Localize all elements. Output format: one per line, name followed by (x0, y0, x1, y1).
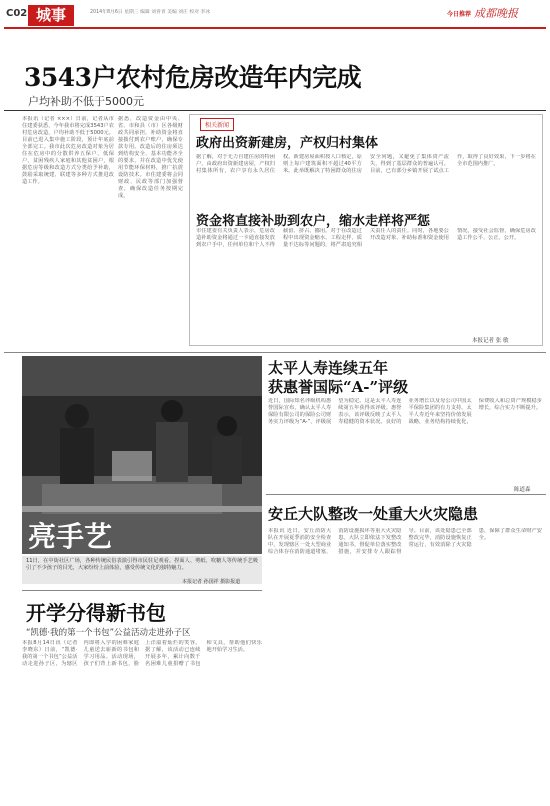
lead-column-1: 本报讯（记者 ×××）日前，记者从市住建委获悉，今年我市将完成3543户农村危房改造，户均补助不低于5000元。目前已进入集中施工阶段，预计年底前全部完工。我市此次危房改造对象为居住在危房中的分散供养五保户、低保户、贫困残疾人家庭和其他贫困户，根据危房等级和改造方式分类给予补助，鼓励采取统建、联建等多种方式推进改造工作。 (22, 116, 114, 185)
related-news-headline-2: 资金将直接补助到农户，缩水走样将严惩 (196, 214, 431, 229)
related-news-text-2: 市住建委有关负责人表示，危房改造补助资金将通过一卡通直接发放到农户手中，任何单位和个人不得截留、挤占、挪用。对于在改造过程中出现资金缩水、工程走样、质量不达标等问题的，将严肃追究相关责任人的责任。同时，各地要公开改造对象、补助标准和资金使用情况，接受社会监督，确保危房改造工作公平、公正、公开。 (196, 228, 536, 248)
lead-headline: 3543户农村危房改造年内完成 (24, 63, 362, 92)
section-label: 城事 (28, 5, 74, 26)
lead-rule (4, 110, 546, 111)
story2-byline: 陈道森 (514, 487, 531, 493)
story2-headline-line2: 获惠誉国际“A-”评级 (268, 378, 409, 396)
related-news-headline-1: 政府出资新建房，产权归村集体 (196, 136, 379, 151)
lead-subhead: 户均补助不低于5000元 (28, 95, 144, 108)
story4-headline: 开学分得新书包 (26, 601, 166, 625)
story4-top-rule (22, 590, 262, 591)
header-meta: 2014年8月6日 星期三 编辑 刘青青 美编 刘庄 校对 李冰 (90, 10, 211, 15)
lead-bottom-rule (4, 352, 546, 353)
related-news-tag: 相关新闻 (200, 118, 234, 131)
story2-body: 近日，国际知名评级机构惠誉国际宣布，确认太平人寿保险有限公司的保险公司财务实力评级为“A-”，评级展望为稳定。这是太平人寿连续第五年获得该评级。惠誉表示，该评级反映了太平人寿稳健的资本状况、良好的业务增长以及母公司中国太平保险集团的有力支持。太平人寿近年来坚持价值发展战略，业务结构持续优化，保费收入和总资产规模稳步增长，综合实力不断提升。 (268, 398, 542, 425)
brand-label: 今日推荐 (447, 11, 472, 18)
story3-body: 本报讯 近日，安丘消防大队在开展夏季消防安全检查中，发现辖区一处大型商业综合体存在消防通道堵塞、消防设施损坏等重大火灾隐患。大队立即依法下发整改通知书，督促单位落实整改措施，并安排专人跟踪督导。目前，该处隐患已全部整改完毕，消防设施恢复正常运行，有效消除了火灾隐患，保障了群众生命财产安全。 (268, 528, 542, 555)
lead-column-2: 据悉，改造资金由中央、省、市和县（市）区各级财政共同承担，补助资金将直接拨付到农户账户，确保专款专用。改造后的住房须达到结构安全、基本功能齐全的要求，并在改造中优先使用节能环保材料，推广抗震设防技术。市住建委将会同财政、民政等部门加强督查，确保改造任务按期完成。 (118, 116, 183, 199)
related-news-byline: 本报记者 张 敏 (472, 338, 509, 344)
page-number: C02 (6, 8, 28, 19)
story4-body: 本报8月14日讯（记者 李晓东）日前，“凯德·我的第一个书包”公益活动走进孙子区，为辖区内即将入学的困难家庭儿童送去崭新的书包和学习用品。活动现场，孩子们背上新书包，脸上洋溢着灿烂的笑容。据了解，该活动已连续开展多年，累计向数千名困难儿童捐赠了书包和文具，帮助他们快乐地开始学习生活。 (22, 640, 262, 667)
brand-logo: 成都晚报 (474, 7, 518, 20)
header-rule (4, 27, 546, 29)
feature-photo-credit: 本报记者 孙国祥 摄影报道 (182, 579, 241, 585)
story2-bottom-rule (266, 494, 546, 495)
story3-headline: 安丘大队整改一处重大火灾隐患 (268, 505, 479, 523)
feature-photo-title: 亮手艺 (28, 520, 113, 553)
story4-subhead: “凯德·我的第一个书包”公益活动走进孙子区 (26, 628, 191, 638)
related-news-text-1: 据了解，对于无力自建住房的特困户，由政府出资新建房屋，产权归村集体所有，农户享有永久居住权。新建房屋面积按人口核定，原则上每户建筑面积不超过40平方米。此举既解决了特困群众的住房安全问题，又避免了集体资产流失，得到了基层群众的普遍认可。目前，已有部分乡镇开展了试点工作，取得了良好效果，下一步将在全市范围内推广。 (196, 154, 536, 174)
story2-headline-line1: 太平人寿连续五年 (268, 359, 389, 377)
feature-photo-caption: 11日，在中街社区广场，各种传统民俗表演引得市民驻足观看。捏面人、剪纸、吹糖人等传统手艺吸引了不少孩子的目光，大家纷纷上前体验，感受传统文化的独特魅力。 (22, 556, 262, 584)
